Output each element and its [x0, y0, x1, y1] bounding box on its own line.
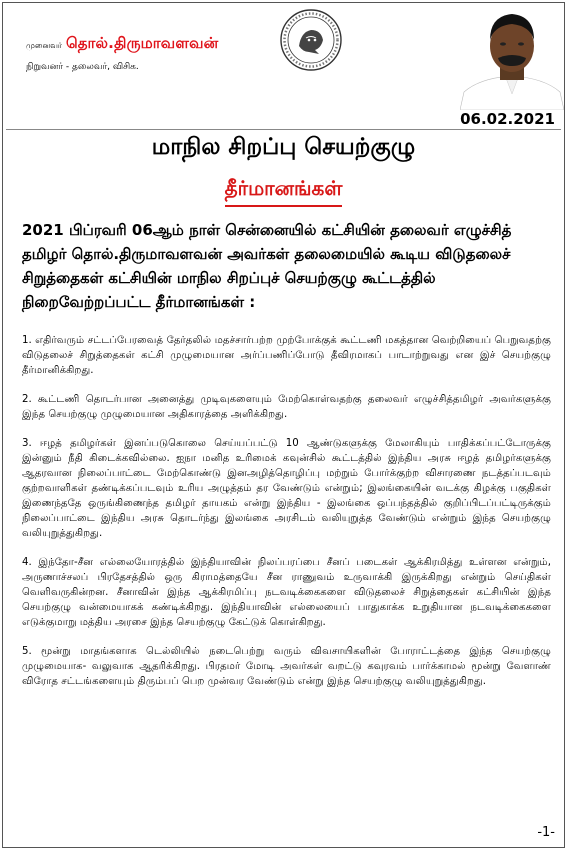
resolutions-list	[22, 333, 551, 703]
brand-block	[26, 34, 218, 73]
leader-portrait	[460, 2, 564, 110]
party-seal-logo	[279, 8, 343, 72]
page-number: -1-	[537, 825, 555, 840]
letterhead	[0, 0, 567, 110]
resolution-item: 5. மூன்று மாதங்களாக டெல்லியில் நடைபெற்று வரும் விவசாயிகளின் போராட்டத்தை இந்த செயற்குழு முழுமையாக- வலுவாக ஆதரிக்கிறது. பிரதமர் மோடி அவர்கள் வறட்டு கவுரவம் பார்க்காமல் மூன்று வேளாண் விரோத சட்டங்களையும் திரும்பப் பெற முன்வர வேண்டும் என்று இந்த செயற்குழு வலியுறுத்துகிறது.	[22, 646, 551, 687]
document-subtitle: தீர்மானங்கள்	[225, 176, 343, 207]
resolution-item: 2. கூட்டணி தொடர்பான அனைத்து முடிவுகளையும் மேற்கொள்வதற்கு தலைவர் எழுச்சித்தமிழர் அவர்களுக்கு இந்த செயற்குழு முழுமையான அதிகாரத்தை அளிக்கிறது.	[22, 394, 551, 420]
header-divider	[6, 129, 561, 130]
resolution-item: 3. ஈழத் தமிழர்கள் இனப்படுகொலை செய்யப்பட்டு 10 ஆண்டுகளுக்கு மேலாகியும் பாதிக்கப்பட்டோருக்கு இன்னும் நீதி கிடைக்கவில்லை. ஐநா மனித உரிமைக் கவுன்சில் கூட்டத்தில் இந்திய அரசு ஈழத் தமிழர்களுக்கு ஆதரவான நிலைப்பாட்டை மேற்கொண்டு இனஅழித்தொழிப்பு மற்றும் போர்க்குற்ற விசாரணை நடத்தப்படவும் குற்றவாளிகள் தண்டிக்கப்படவும் உரிய அழுத்தம் தர வேண்டும் என்றும்; இலங்கையின் வடக்கு கிழக்கு பகுதிகள் இணைந்ததே ஒருங்கிணைந்த தமிழர் தாயகம் என்று இந்திய - இலங்கை ஒப்பந்தத்தில் குறிப்பிடப்பட்டிருக்கும் நிலைப்பாட்டை இந்திய அரசு தொடர்ந்து இலங்கை அரசிடம் வலியுறுத்த வேண்டும் என்றும் இந்த செயற்குழு வலியுறுத்துகிறது.	[22, 438, 551, 539]
resolution-item: 1. எதிர்வரும் சட்டப்பேரவைத் தேர்தலில் மதச்சார்பற்ற முற்போக்குக் கூட்டணி மகத்தான வெற்றியைப் பெறுவதற்கு விடுதலைச் சிறுத்தைகள் கட்சி முழுமையான அர்ப்பணிப்போடு தீவிரமாகப் பாடாற்றுவது என இச் செயற்குழு தீர்மானிக்கிறது.	[22, 335, 551, 376]
intro-paragraph: 2021 பிப்ரவரி 06ஆம் நாள் சென்னையில் கட்சியின் தலைவர் எழுச்சித் தமிழர் தொல்.திருமாவளவன் அவர்கள் தலைமையில் கூடிய விடுதலைச் சிறுத்தைகள் கட்சியின் மாநில சிறப்புச் செயற்குழு கூட்டத்தில் நிறைவேற்றப்பட்ட தீர்மானங்கள் :	[22, 221, 512, 311]
resolution-item: 4. இந்தோ-சீன எல்லையோரத்தில் இந்தியாவின் நிலப்பரப்பை சீனப் படைகள் ஆக்கிரமித்து உள்ளன என்றும், அருணாச்சலப் பிரதேசத்தில் ஒரு கிராமத்தையே சீன ராணுவம் உருவாக்கி இருக்கிறது என்றும் செய்திகள் வெளிவருகின்றன. சீனாவின் இந்த ஆக்கிரமிப்பு நடவடிக்கைகளை விடுதலைச் சிறுத்தைகள் கட்சியின் இந்த செயற்குழு வன்மையாகக் கண்டிக்கிறது. இந்தியாவின் எல்லையைப் பாதுகாக்க உறுதியான நடவடிக்கைகளை எடுக்குமாறு மத்திய அரசை இந்த செயற்குழு கேட்டுக் கொள்கிறது.	[22, 557, 551, 628]
brand-subtitle: நிறுவனர் - தலைவர், விசிக.	[26, 62, 139, 72]
brand-name: தொல்.திருமாவளவன்	[66, 34, 219, 52]
document-date: 06.02.2021	[460, 110, 555, 128]
brand-prefix: முனைவர்	[26, 41, 63, 50]
document-title: மாநில சிறப்பு செயற்குழு	[151, 134, 416, 160]
